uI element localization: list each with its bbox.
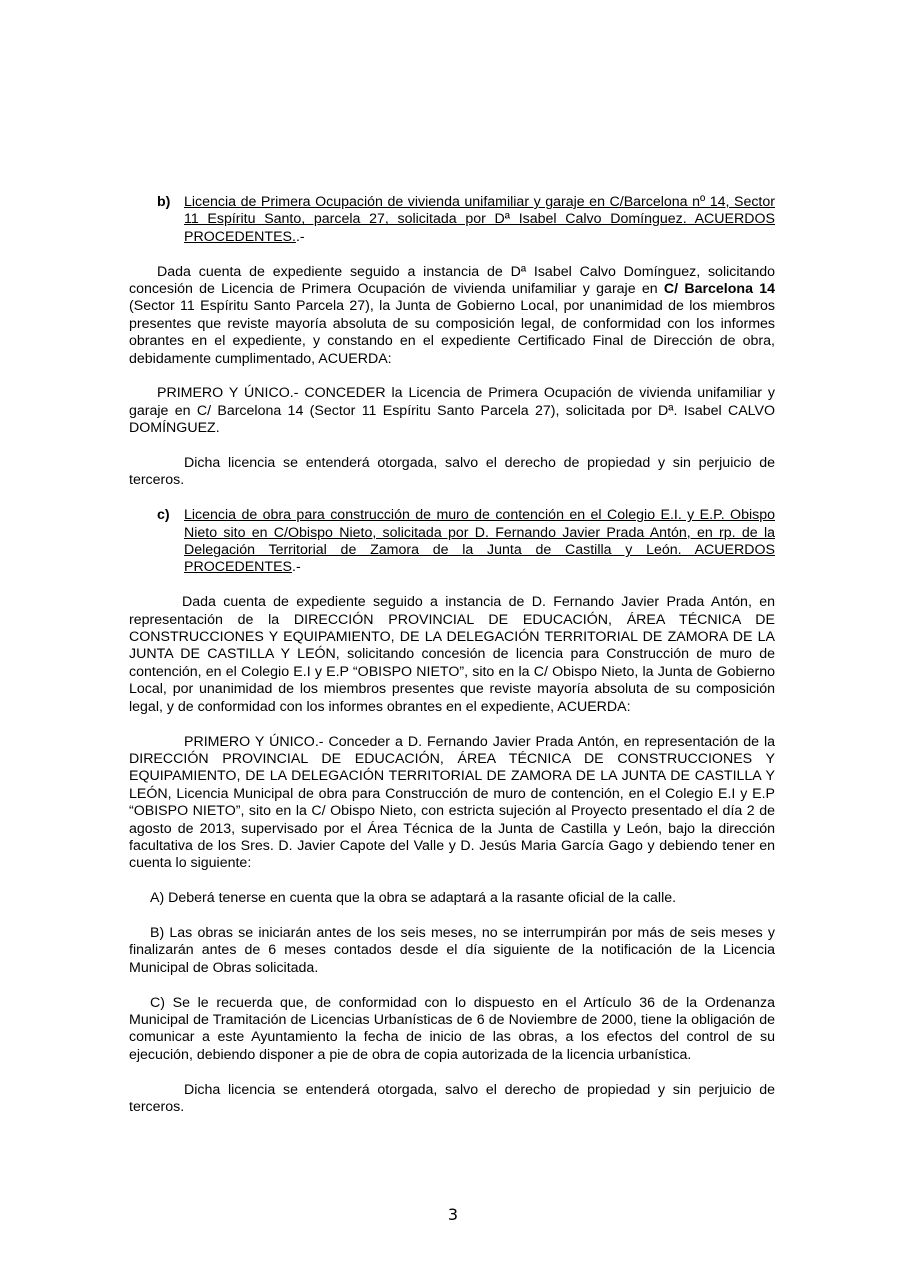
item-c-intro: Dada cuenta de expediente seguido a instancia de D. Fernando Javier Prada Antón, en representación de la DIRECCIÓN PROVINCIAL DE EDUCACIÓN, ÁREA TÉCNICA DE CONSTRUCCIONES Y EQUIPAMIENTO, DE LA DELEGACIÓN TERRITORIAL DE ZAMORA DE LA JUNTA DE CASTILLA Y LEÓN, solicitando concesión de licencia para Construcción de muro de contención, en el Colegio E.I y E.P “OBISPO NIETO”, sito en la C/ Obispo Nieto, la Junta de Gobierno Local, por unanimidad de los miembros presentes que reviste mayoría absoluta de su composición legal, y de conformidad con los informes obrantes en el expediente, ACUERDA: — [129, 594, 775, 715]
item-c-closing: Dicha licencia se entenderá otorgada, salvo el derecho de propiedad y sin perjuicio de terceros. — [129, 1081, 775, 1115]
item-c-heading — [129, 507, 775, 577]
item-b-title-suffix: .- — [295, 228, 305, 245]
item-b-closing: Dicha licencia se entenderá otorgada, salvo el derecho de propiedad y sin perjuicio de terceros. — [129, 455, 775, 489]
item-c-condition-c: C) Se le recuerda que, de conformidad con lo dispuesto en el Artículo 36 de la Ordenanza Municipal de Tramitación de Licencias Urbanísticas de 6 de Noviembre de 2000, tiene la obligación de comunicar a este Ayuntamiento la fecha de inicio de las obras, a los efectos del control de su ejecución, debiendo disponer a pie de obra de copia autorizada de la licencia urbanística. — [129, 994, 775, 1063]
item-b-intro — [129, 264, 775, 368]
item-b-heading — [129, 194, 775, 246]
item-b-intro-text-a: Dada cuenta de expediente seguido a instancia de Dª Isabel Calvo Domínguez, solicitando concesión de Licencia de Primera Ocupación de vivienda unifamiliar y garaje en — [129, 263, 775, 298]
item-c-condition-a: A) Deberá tenerse en cuenta que la obra se adaptará a la rasante oficial de la calle. — [150, 890, 677, 907]
item-b-label: b) — [157, 194, 171, 210]
document-body — [129, 194, 775, 1116]
item-c-label: c) — [157, 507, 170, 524]
item-c-resolution: PRIMERO Y ÚNICO.- Conceder a D. Fernando Javier Prada Antón, en representación de la DIRECCIÓN PROVINCIAL DE EDUCACIÓN, ÁREA TÉCNICA DE CONSTRUCCIONES Y EQUIPAMIENTO, DE LA DELEGACIÓN TERRITORIAL DE ZAMORA DE LA JUNTA DE CASTILLA Y LEÓN, Licencia Municipal de obra para Construcción de muro de contención, en el Colegio E.I y E.P “OBISPO NIETO”, sito en la C/ Obispo Nieto, con estricta sujeción al Proyecto presentado el día 2 de agosto de 2013, supervisado por el Área Técnica de la Junta de Castilla y León, bajo la dirección facultativa de los Sres. D. Javier Capote del Valle y D. Jesús Maria García Gago y debiendo tener en cuenta lo siguiente: — [129, 733, 775, 872]
item-b-resolution: PRIMERO Y ÚNICO.- CONCEDER la Licencia de Primera Ocupación de vivienda unifamiliar y garaje en C/ Barcelona 14 (Sector 11 Espíritu Santo Parcela 27), solicitada por Dª. Isabel CALVO DOMÍNGUEZ. — [129, 385, 775, 437]
item-c-title-suffix: .- — [292, 559, 301, 576]
item-b-address: C/ Barcelona 14 — [663, 281, 775, 298]
item-c-title: Licencia de obra para construcción de muro de contención en el Colegio E.I. y E.P. Obispo Nieto sito en C/Obispo Nieto, solicitada por D. Fernando Javier Prada Antón, en rp. de la Delegación Territorial de Zamora de la Junta de Castilla y León. ACUERDOS PROCEDENTES — [184, 507, 775, 576]
page-number: 3 — [447, 1205, 459, 1224]
item-b-title: Licencia de Primera Ocupación de vivienda unifamiliar y garaje en C/Barcelona nº 14, Sector 11 Espíritu Santo, parcela 27, solicitada por Dª Isabel Calvo Domínguez. ACUERDOS PROCEDENTES. — [184, 194, 775, 245]
item-b-intro-text-b: (Sector 11 Espíritu Santo Parcela 27), la Junta de Gobierno Local, por unanimidad de los miembros presentes que reviste mayoría absoluta de su composición legal, de conformidad con los informes obrantes en el expediente, y constando en el expediente Certificado Final de Dirección de obra, debidamente cumplimentado, ACUERDA: — [129, 298, 775, 367]
item-c-condition-b: B) Las obras se iniciarán antes de los seis meses, no se interrumpirán por más de seis meses y finalizarán antes de 6 meses contados desde el día siguiente de la notificación de la Licencia Municipal de Obras solicitada. — [129, 924, 775, 976]
